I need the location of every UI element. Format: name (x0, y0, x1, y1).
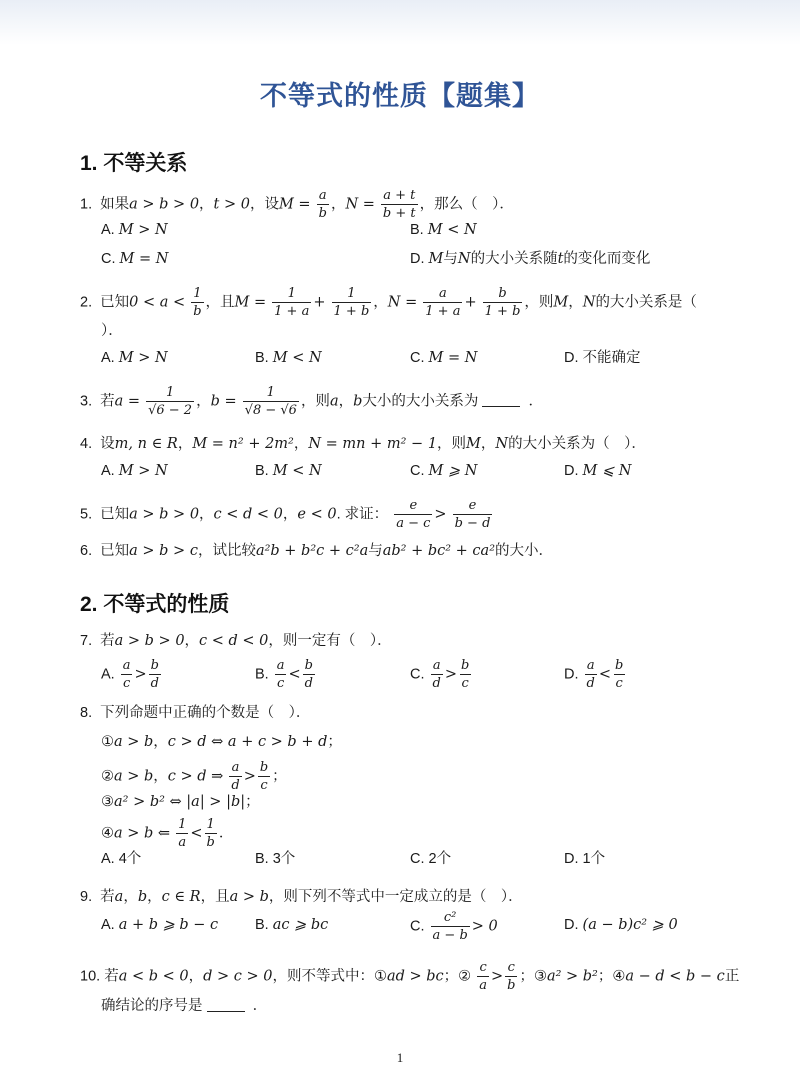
question-4: 4. 设m, n ∈ R，M = n² + 2m²，N = mn + m² − 1，则M，N的大小关系为（ ）． (80, 436, 646, 452)
q8-option-b[interactable]: B. 3个 (255, 851, 296, 867)
q4-option-b[interactable]: B. M < N (255, 463, 322, 479)
q2-option-d[interactable]: D. 不能确定 (564, 350, 641, 366)
fraction: $\frac{a}{1 + a}$ (425, 286, 461, 319)
q7-option-a[interactable]: A. $\frac{a}{c}$ > $\frac{b}{d}$ (101, 658, 159, 691)
q8-option-d[interactable]: D. 1个 (564, 851, 606, 867)
question-8: 8. 下列命题中正确的个数是（ ）． (80, 705, 311, 721)
q8-proposition-1: ①a > b，c > d ⇔ a + c > b + d； (101, 734, 342, 750)
q2-option-c[interactable]: C. M = N (410, 350, 478, 366)
q4-option-c[interactable]: C. M ⩾ N (410, 463, 478, 479)
q8-proposition-2: ②a > b，c > d ⇒ $\frac{a}{d}$ > $\frac{b}{c}$ ； (101, 760, 287, 793)
q8-proposition-3: ③a² > b² ⇔ |a| > |b|； (101, 794, 260, 810)
q1-option-d[interactable]: D. M与N的大小关系随t的变化而变化 (410, 251, 651, 267)
q7-option-b[interactable]: B. $\frac{a}{c}$ < $\frac{b}{d}$ (255, 658, 313, 691)
q7-option-c[interactable]: C. $\frac{a}{d}$ > $\frac{b}{c}$ (410, 658, 470, 691)
fraction: $\frac{a + t}{b + t}$ (382, 188, 416, 221)
section-heading-1: 1. 不等关系 (80, 152, 188, 175)
q4-option-a[interactable]: A. M > N (101, 463, 168, 479)
q1-option-b[interactable]: B. M < N (410, 222, 477, 238)
question-9: 9. 若a，b，c ∈ R，且a > b，则下列不等式中一定成立的是（ ）． (80, 889, 523, 905)
question-10: 10. 若a < b < 0，d > c > 0，则不等式中：①ad > bc；② $\frac{c}{a}$ > $\frac{c}{b}$ ；③a² > b²；④a − d < b − c正 (80, 960, 740, 993)
q2-option-b[interactable]: B. M < N (255, 350, 322, 366)
question-6: 6. 已知a > b > c，试比较a²b + b²c + c²a与ab² + bc² + ca²的大小． (80, 543, 554, 559)
q9-option-b[interactable]: B. ac ⩾ bc (255, 917, 329, 933)
fraction: $\frac{e}{b - d}$ (454, 498, 491, 531)
page-number: 1 (396, 1050, 404, 1065)
section-heading-2: 2. 不等式的性质 (80, 593, 230, 616)
fraction: $\frac{1}{√6 - 2}$ (148, 385, 193, 418)
fraction: $\frac{1}{1 + a}$ (274, 286, 310, 319)
q8-option-c[interactable]: C. 2个 (410, 851, 452, 867)
answer-blank[interactable] (207, 1011, 245, 1012)
fraction: $\frac{1}{√8 - √6}$ (244, 385, 297, 418)
fraction: $\frac{b}{1 + b}$ (484, 286, 521, 319)
q4-option-d[interactable]: D. M ⩽ N (564, 463, 632, 479)
question-7: 7. 若a > b > 0，c < d < 0，则一定有（ ）． (80, 633, 392, 649)
q9-option-c[interactable]: C. $\frac{\text{c²}}{a - b}$ > 0 (410, 910, 498, 943)
question-5: 5. 已知a > b > 0，c < d < 0，e < 0. 求证： $\frac{e}{a - c}$ > $\frac{e}{b - d}$ (80, 498, 491, 531)
answer-blank[interactable] (482, 406, 520, 407)
q9-option-a[interactable]: A. a + b ⩾ b − c (101, 917, 219, 933)
page-title: 不等式的性质【题集】 (260, 81, 540, 111)
q2-option-a[interactable]: A. M > N (101, 350, 168, 366)
q7-option-d[interactable]: D. $\frac{a}{d}$ < $\frac{b}{c}$ (564, 658, 624, 691)
question-10-line2: 确结论的序号是 ． (101, 998, 268, 1014)
question-2: 2. 已知0 < a < $\frac{1}{b}$ ，且M = $\frac{1}{1 + a}$ + $\frac{1}{1 + b}$ ，N = $\frac{a}{1 + a}$ + $\frac{b}{1 + b}$ ，则M，N的大小关系是（ (80, 286, 697, 319)
q1-option-c[interactable]: C. M = N (101, 251, 169, 267)
fraction: $\frac{1}{1 + b}$ (333, 286, 370, 319)
question-3: 3. 若a = $\frac{1}{√6 - 2}$ ，b = $\frac{1}{√8 - √6}$ ，则a，b大小的大小关系为 ． (80, 385, 543, 418)
fraction: $\frac{1}{b}$ (193, 286, 202, 319)
q9-option-d[interactable]: D. (a − b)c² ⩾ 0 (564, 917, 678, 933)
q8-option-a[interactable]: A. 4个 (101, 851, 142, 867)
q8-proposition-4: ④a > b ⇐ $\frac{1}{a}$ < $\frac{1}{b}$ ． (101, 817, 234, 850)
question-2-line2: ）． (101, 323, 123, 339)
fraction: $\frac{a}{b}$ (318, 188, 327, 221)
fraction: $\frac{e}{a - c}$ (396, 498, 431, 531)
q1-option-a[interactable]: A. M > N (101, 222, 168, 238)
question-1: 1. 如果a > b > 0，t > 0，设M = $\frac{a}{b}$ ，N = $\frac{a + t}{b + t}$ ，那么（ ）． (80, 188, 514, 221)
